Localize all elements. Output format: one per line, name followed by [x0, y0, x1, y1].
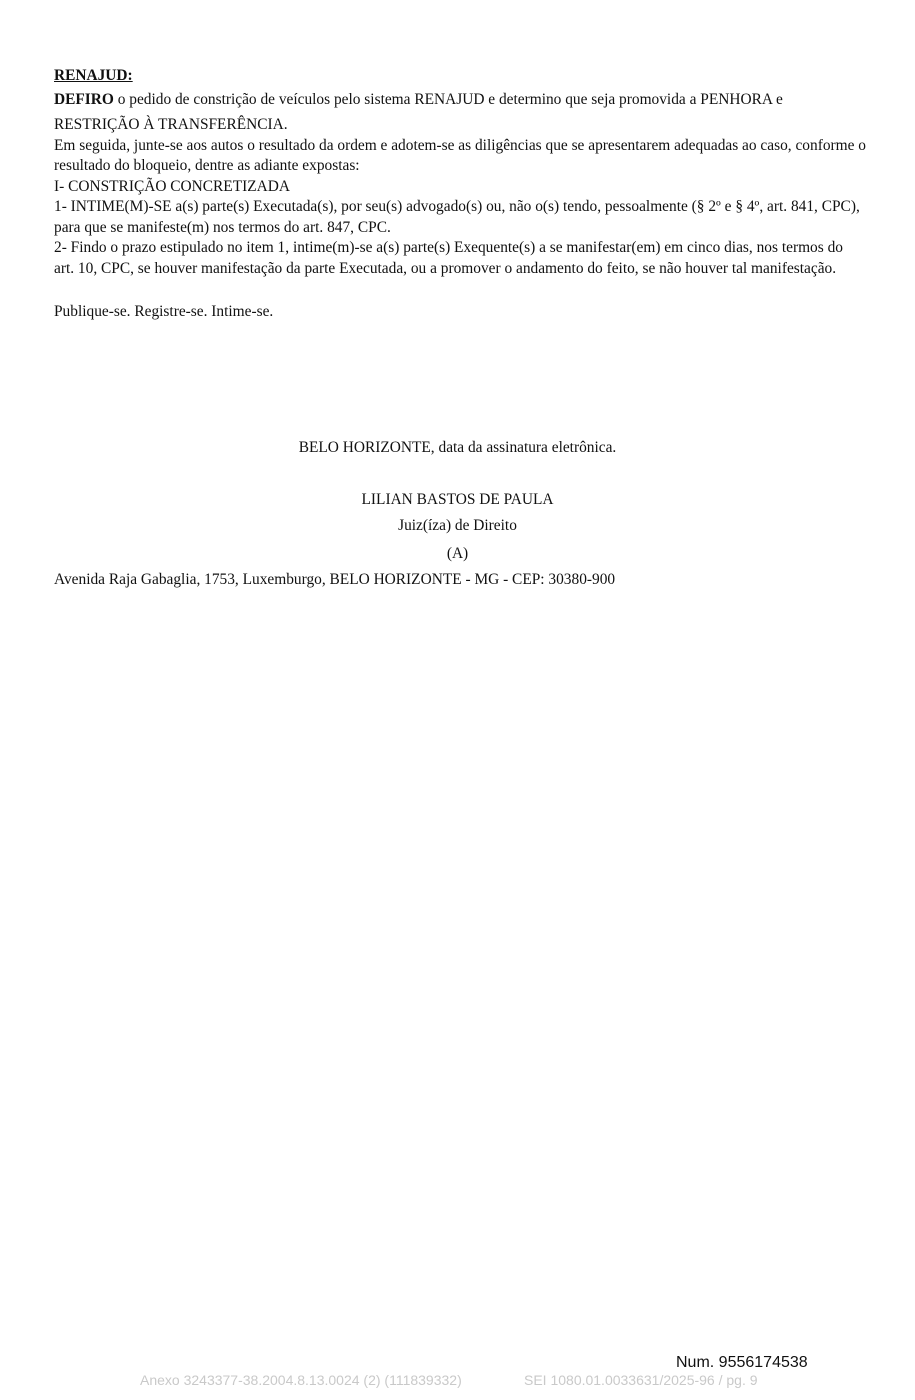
- place-date: BELO HORIZONTE, data da assinatura eletrônica.: [298, 439, 617, 456]
- closing-line: Publique-se. Registre-se. Intime-se.: [54, 303, 274, 320]
- sei-watermark: SEI 1080.01.0033631/2025-96 / pg. 9: [524, 1372, 758, 1388]
- paragraph-seguida: Em seguida, junte-se aos autos o resultado da ordem e adotem-se as diligências que se apresentarem adequadas ao caso, conforme o resultado do bloqueio, dentre as adiante expostas:: [54, 136, 866, 174]
- defiro-keyword: DEFIRO: [54, 90, 114, 108]
- section-heading: RENAJUD:: [54, 67, 133, 84]
- signature-marker: (A): [446, 545, 469, 562]
- judge-name: LILIAN BASTOS DE PAULA: [361, 491, 554, 508]
- court-address: Avenida Raja Gabaglia, 1753, Luxemburgo, BELO HORIZONTE - MG - CEP: 30380-900: [54, 571, 616, 588]
- decision-body: [54, 66, 866, 323]
- section-title: I- CONSTRIÇÃO CONCRETIZADA: [54, 177, 290, 195]
- document-number: Num. 9556174538: [676, 1354, 808, 1371]
- defiro-paragraph: [54, 90, 866, 111]
- item-2: 2- Findo o prazo estipulado no item 1, intime(m)-se a(s) parte(s) Exequente(s) a se manifestar(em) em cinco dias, nos termos do art. 10, CPC, se houver manifestação da parte Executada, ou a promover o andamento do feito, se não houver tal manifestação.: [54, 239, 843, 277]
- annex-watermark: Anexo 3243377-38.2004.8.13.0024 (2) (111839332): [140, 1372, 462, 1388]
- item-1: 1- INTIME(M)-SE a(s) parte(s) Executada(s), por seu(s) advogado(s) ou, não o(s) tendo, pessoalmente (§ 2º e § 4º, art. 841, CPC), para que se manifeste(m) nos termos do art. 847, CPC.: [54, 198, 860, 236]
- restricao-line: RESTRIÇÃO À TRANSFERÊNCIA.: [54, 116, 288, 133]
- defiro-text: o pedido de constrição de veículos pelo sistema RENAJUD e determino que seja promovida a PENHORA e: [113, 90, 783, 108]
- judge-title: Juiz(íza) de Direito: [398, 517, 517, 534]
